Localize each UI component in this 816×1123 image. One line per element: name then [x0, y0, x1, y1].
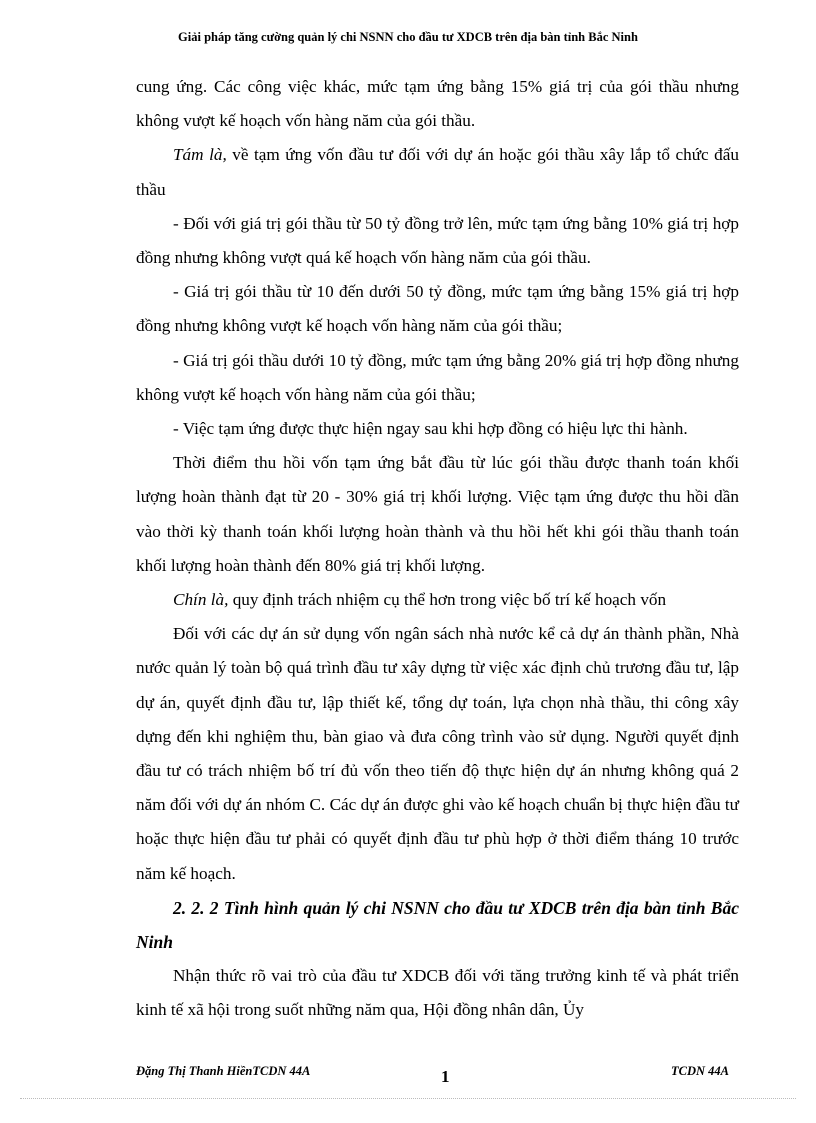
paragraph-9: Đối với các dự án sử dụng vốn ngân sách nhà nước kể cả dự án thành phần, Nhà nước quản lý toàn bộ quá trình đầu tư xây dựng từ việc xác định chủ trương đầu tư, lập dự án, quyết định đầu tư, lập thiết kế, tổng dự toán, lựa chọn nhà thầu, thi công xây dựng đến khi nghiệm thu, bàn giao và đưa công trình vào sử dụng. Người quyết định đầu tư có trách nhiệm bố trí đủ vốn theo tiến độ thực hiện dự án nhưng không quá 2 năm đối với dự án nhóm C. Các dự án được ghi vào kế hoạch chuẩn bị thực hiện đầu tư hoặc thực hiện đầu tư phải có quyết định đầu tư phù hợp ở thời điểm tháng 10 trước năm kế hoạch. — [136, 624, 739, 883]
page-number: 1 — [441, 1067, 450, 1086]
page-border-dotted — [20, 1098, 796, 1099]
paragraph-2 — [136, 138, 739, 206]
paragraph-lead: Chín là, — [173, 590, 229, 610]
paragraph-7: Thời điểm thu hồi vốn tạm ứng bắt đầu từ lúc gói thầu được thanh toán khối lượng hoàn thành đạt từ 20 - 30% giá trị khối lượng. Việc tạm ứng được thu hồi dần vào thời kỳ thanh toán khối lượng hoàn thành và thu hồi hết khi gói thầu thanh toán khối lượng hoàn thành đến 80% giá trị khối lượng. — [136, 453, 739, 575]
paragraph-lead: Tám là, — [173, 145, 227, 165]
bullet-item-4: - Việc tạm ứng được thực hiện ngay sau khi hợp đồng có hiệu lực thi hành. — [173, 419, 688, 439]
paragraph-text: quy định trách nhiệm cụ thể hơn trong việc bố trí kế hoạch vốn — [228, 590, 667, 610]
paragraph-1: cung ứng. Các công việc khác, mức tạm ứng bằng 15% giá trị của gói thầu nhưng không vượt kế hoạch vốn hàng năm của gói thầu. — [136, 77, 739, 131]
paragraph-8 — [136, 583, 739, 617]
document-body — [136, 70, 739, 1028]
paragraph-text: về tạm ứng vốn đầu tư đối với dự án hoặc gói thầu xây lắp tổ chức đấu thầu — [136, 145, 739, 199]
bullet-item-2: - Giá trị gói thầu từ 10 đến dưới 50 tỷ đồng, mức tạm ứng bằng 15% giá trị hợp đồng nhưng không vượt kế hoạch vốn hàng năm của gói thầu; — [136, 282, 739, 336]
footer-class-code: TCDN 44A — [671, 1064, 729, 1078]
page-header: Giải pháp tăng cường quản lý chi NSNN cho đầu tư XDCB trên địa bàn tỉnh Bắc Ninh — [178, 30, 638, 44]
bullet-item-1: - Đối với giá trị gói thầu từ 50 tỷ đồng trở lên, mức tạm ứng bằng 10% giá trị hợp đồng nhưng không vượt quá kế hoạch vốn hàng năm của gói thầu. — [136, 213, 739, 268]
bullet-item-3: - Giá trị gói thầu dưới 10 tỷ đồng, mức tạm ứng bằng 20% giá trị hợp đồng nhưng không vượt kế hoạch vốn hàng năm của gói thầu; — [136, 350, 739, 404]
section-heading: 2. 2. 2 Tình hình quản lý chi NSNN cho đầu tư XDCB trên địa bàn tỉnh Bắc Ninh — [136, 897, 739, 953]
closing-paragraph: Nhận thức rõ vai trò của đầu tư XDCB đối với tăng trưởng kinh tế và phát triển kinh tế xã hội trong suốt những năm qua, Hội đồng nhân dân, Ủy — [136, 966, 739, 1020]
footer-author: Đặng Thị Thanh HiềnTCDN 44A — [136, 1064, 311, 1078]
